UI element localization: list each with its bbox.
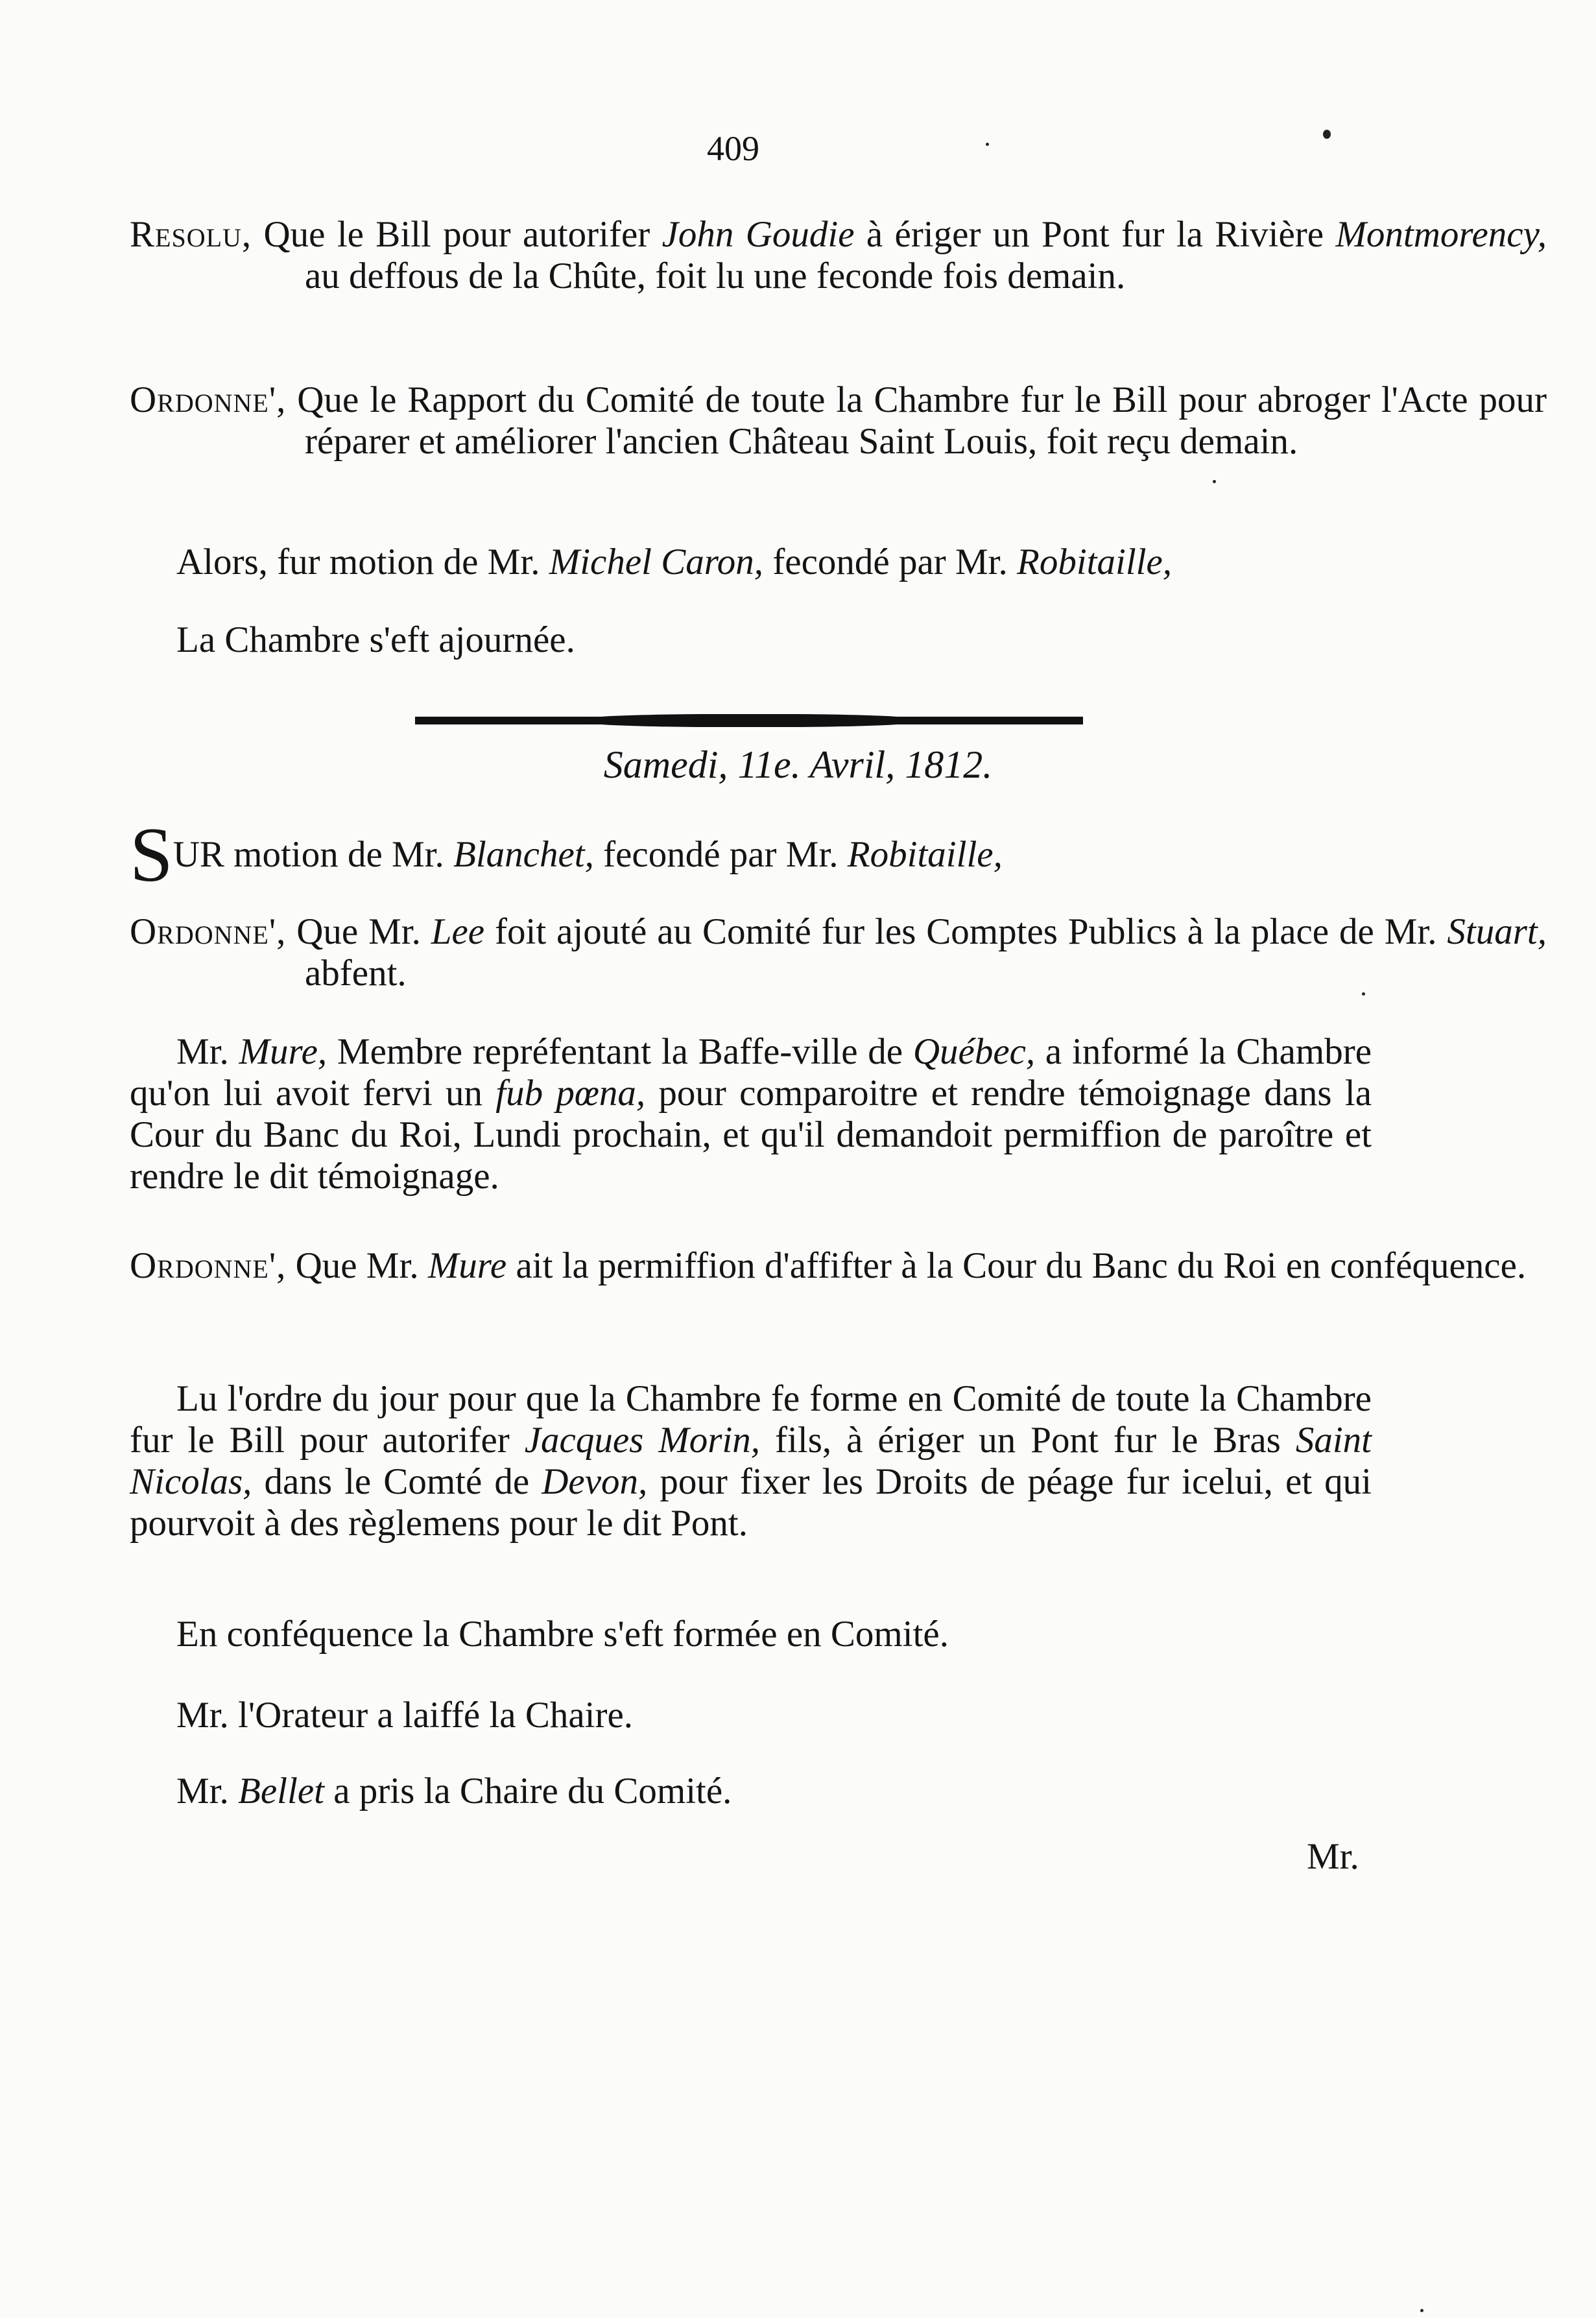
ordonne-text-1: Que le Rapport du Comité de toute la Chambre fur le Bill pour abroger l'Acte pour réparer et améliorer l'ancien Château Saint Louis, foit reçu demain. (286, 379, 1547, 462)
ordonne3-name-1: Mure (427, 1245, 507, 1286)
dateline-rest: 11e. Avril, 1812. (728, 743, 993, 786)
ordonne2-text-3: abfent. (305, 953, 407, 994)
ordonne2-text-1: Que Mr. (286, 911, 431, 952)
lu-name-2: Saint Nicolas, (130, 1420, 1372, 1502)
alors-name-1: Michel Caron, (549, 542, 764, 582)
mure-text-3: a informé la Chambre qu'on lui avoit fervi un (130, 1031, 1372, 1114)
resolu-name-1: John Goudie (661, 214, 855, 255)
alors-line (176, 542, 1172, 583)
ordonne2-text-2: foit ajouté au Comité fur les Comptes Publics à la place de Mr. (484, 911, 1447, 952)
lu-paragraph (130, 1378, 1372, 1544)
scan-speck (1362, 992, 1365, 996)
drop-cap: S (130, 811, 173, 898)
mure-text-1: Mr. (176, 1031, 239, 1072)
dateline (0, 743, 1596, 787)
mure-name-1: Mure, (239, 1031, 328, 1072)
ordonne-lead-3: Ordonne', (130, 1245, 287, 1286)
alors-text-2: fecondé par Mr. (763, 542, 1017, 582)
dateline-day: Samedi, (603, 743, 728, 786)
bellet-name: Bellet (238, 1771, 324, 1811)
resolu-text-3: au deffous de la Chûte, foit lu une feconde fois demain. (305, 256, 1126, 296)
resolu-name-2: Montmorency, (1335, 214, 1547, 255)
lu-name-3: Devon, (542, 1461, 648, 1502)
consequence-line: En conféquence la Chambre s'eft formée en Comité. (176, 1614, 949, 1655)
ordonne-lead-2: Ordonne', (130, 911, 287, 952)
ajournee-line: La Chambre s'eft ajournée. (176, 619, 575, 660)
sur-motion-name-1: Blanchet, (453, 834, 594, 875)
ordonne-lead-1: Ordonne', (130, 379, 287, 420)
section-rule (415, 717, 1083, 724)
lu-name-1: Jacques Morin, (524, 1420, 761, 1461)
catchword: Mr. (1307, 1836, 1359, 1877)
bellet-text-1: Mr. (176, 1771, 239, 1811)
ordonne3-text-1: Que Mr. (286, 1245, 428, 1286)
alors-text-1: Alors, fur motion de Mr. (176, 542, 549, 582)
bellet-text-2: a pris la Chaire du Comité. (324, 1771, 732, 1811)
scan-speck (1323, 130, 1331, 139)
scan-speck (1420, 2309, 1423, 2312)
resolu-text-2: à ériger un Pont fur la Rivière (854, 214, 1336, 255)
resolu-entry (130, 214, 1547, 297)
sur-motion-text-2: fecondé par Mr. (593, 834, 848, 875)
orateur-line: Mr. l'Orateur a laiffé la Chaire. (176, 1695, 634, 1736)
lu-text-3: dans le Comté de (252, 1461, 542, 1502)
lu-text-2: fils, à ériger un Pont fur le Bras (760, 1420, 1296, 1461)
ordonne-entry-3 (130, 1245, 1547, 1287)
mure-text-2: Membre repréfentant la Baffe-ville de (327, 1031, 913, 1072)
scan-speck (1213, 480, 1216, 483)
mure-name-3: fub pœna, (495, 1073, 646, 1114)
lu-text-4: pour fixer les Droits de péage fur icelui, et qui pourvoit à des règlemens pour le dit Pont. (130, 1461, 1372, 1544)
ordonne3-text-2: ait la permiffion d'affifter à la Cour du Banc du Roi en conféquence. (506, 1245, 1527, 1286)
scan-speck (986, 143, 989, 146)
mure-paragraph (130, 1031, 1372, 1197)
sur-motion-line (130, 811, 1003, 898)
lu-text-1: Lu l'ordre du jour pour que la Chambre fe forme en Comité de toute la Chambre fur le Bill pour autorifer (130, 1378, 1372, 1461)
ordonne2-name-1: Lee (431, 911, 485, 952)
ordonne-entry-1 (130, 379, 1547, 462)
resolu-lead: Resolu, (130, 214, 252, 255)
alors-name-2: Robitaille, (1017, 542, 1173, 582)
mure-name-2: Québec, (912, 1031, 1036, 1072)
sur-motion-text-1: UR motion de Mr. (173, 834, 454, 875)
page-number: 409 (707, 129, 759, 168)
sur-motion-name-2: Robitaille, (847, 834, 1003, 875)
ordonne2-name-2: Stuart, (1447, 911, 1547, 952)
bellet-line (176, 1771, 732, 1812)
resolu-text-1: Que le Bill pour autorifer (252, 214, 662, 255)
mure-text-4: pour comparoitre et rendre témoignage dans la Cour du Banc du Roi, Lundi prochain, et qu'il demandoit permiffion de paroître et rendre le dit témoignage. (130, 1073, 1372, 1197)
ordonne-entry-2 (130, 911, 1547, 994)
